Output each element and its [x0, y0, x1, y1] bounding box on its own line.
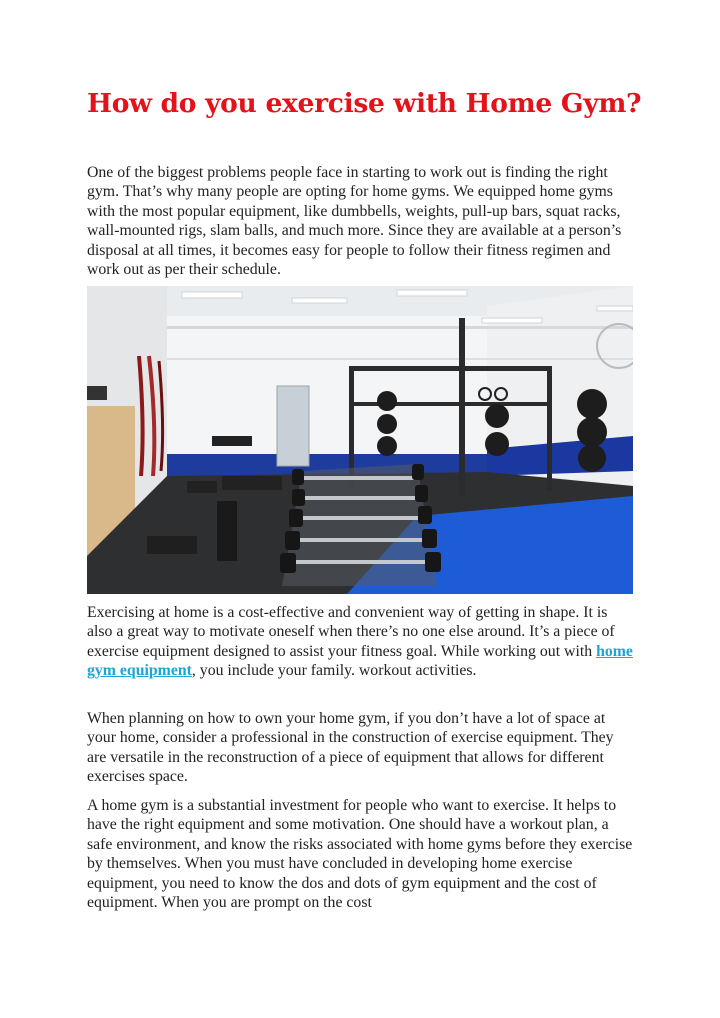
home-gym-photo — [87, 286, 633, 594]
intro-paragraph: One of the biggest problems people face in starting to work out is finding the right gym. That’s why many people are opting for home gyms. We equipped home gyms with the most popular equipment, like dumbbells, weights, pull-up bars, squat racks, wall-mounted rigs, slam balls, and much more. Since they are available at a person’s disposal at all times, it becomes easy for people to follow their fitness regimen and work out as per their schedule. — [87, 164, 622, 279]
planning-paragraph: When planning on how to own your home gym, if you don’t have a lot of space at your home, consider a professional in the construction of exercise equipment. They are versatile in the reconstruction of a piece of equipment that allows for different exercises space. — [87, 710, 614, 786]
p2-text-after: , you include your family. workout activities. — [191, 662, 477, 680]
convenience-paragraph — [87, 603, 635, 681]
investment-paragraph: A home gym is a substantial investment for people who want to exercise. It helps to have the right equipment and some motivation. One should have a workout plan, a safe environment, and know the risks associated with home gyms before they exercise by themselves. When you must have concluded in developing home exercise equipment, you need to know the dos and dots of gym equipment and the cost of equipment. When you are prompt on the cost — [87, 797, 633, 912]
page-title: How do you exercise with Home Gym? — [87, 88, 642, 119]
home-gym-equipment-link[interactable]: home gym equipment — [87, 642, 633, 680]
p2-text-before: Exercising at home is a cost-effective and convenient way of getting in shape. It is also a great way to motivate oneself when there’s no one else around. It’s a piece of exercise equipment designed to assist your fitness goal. While working out with — [87, 604, 615, 660]
